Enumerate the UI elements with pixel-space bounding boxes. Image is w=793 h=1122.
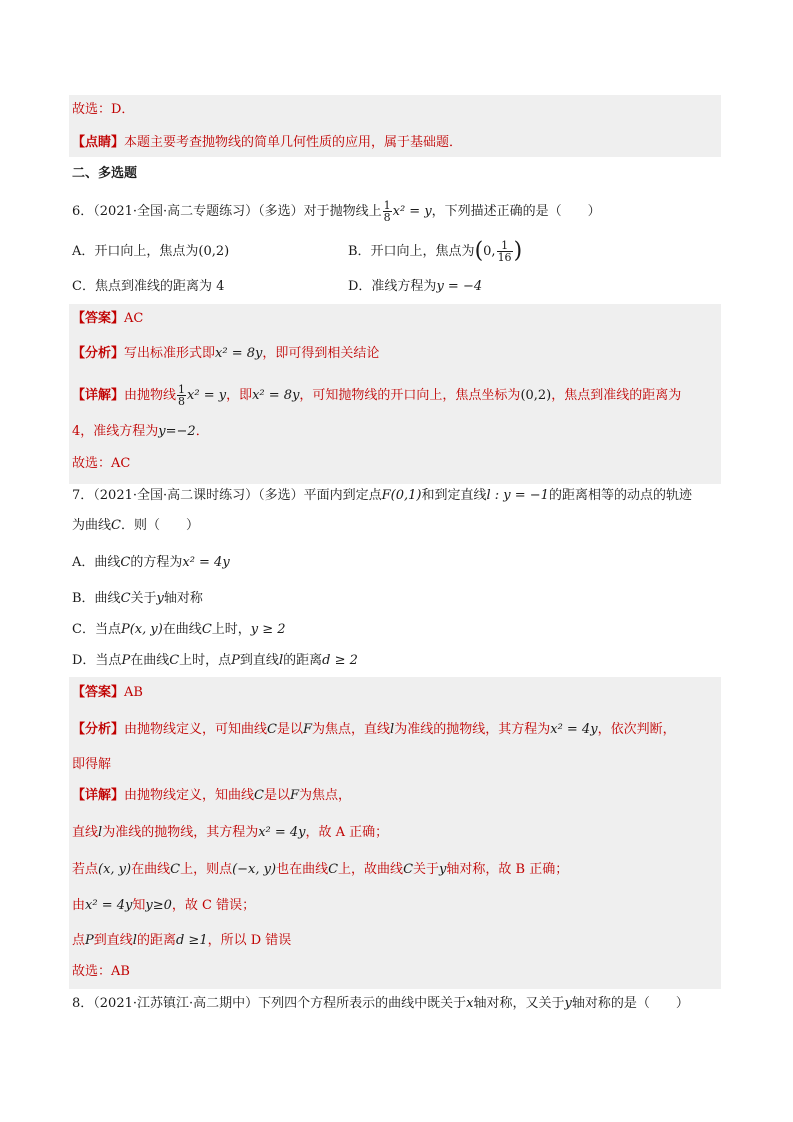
d3-c1: C [170, 862, 181, 877]
d3-g: 轴对称，故 B 正确； [446, 862, 569, 877]
option-a-math: x² = 4y [182, 555, 230, 570]
detail-line2-a: 4，准线方程为 [72, 424, 159, 439]
analysis-math: x² = 8y [215, 346, 263, 361]
detail-tag: 【详解】 [72, 388, 125, 403]
option-d-text-n: 到直线 [239, 653, 279, 668]
q7-choice: 故选：AB [72, 964, 130, 979]
d4-a: 由 [72, 898, 86, 913]
d2-l: l [98, 825, 103, 840]
analysis-text-d: 为焦点，直线 [312, 722, 391, 737]
paren-left: ( [474, 238, 484, 264]
option-b-tail: 轴对称 [163, 591, 203, 606]
analysis-tag: 【分析】 [72, 722, 125, 737]
d3-math2: (−x, y) [232, 862, 277, 877]
option-a-c: C [120, 555, 131, 570]
q8-stem-a: 8．（2021·江苏镇江·高二期中）下列四个方程所表示的曲线中既关于 [72, 996, 467, 1011]
q6-option-b-fraction [497, 240, 513, 263]
d2-b: 为准线的抛物线，其方程为 [102, 825, 259, 840]
q7-detail-line3 [72, 860, 568, 880]
detail-text-d: ，焦点到准线的距离为 [551, 388, 682, 403]
q8-stem [72, 994, 689, 1014]
d5-a: 点 [72, 933, 86, 948]
d2-c: ，故 A 正确； [305, 825, 389, 840]
q7-answer [72, 683, 143, 703]
q6-option-c: C．焦点到准线的距离为 4 [72, 279, 225, 294]
option-b-y: y [156, 591, 164, 606]
d3-e: 上，故曲线 [338, 862, 404, 877]
d5-math: d ≥1 [175, 933, 208, 948]
option-c-math: P(x, y) [120, 622, 163, 637]
option-d-c: C [169, 653, 180, 668]
option-c-tail: 上时， [211, 622, 251, 637]
q7-stem-math2: l : y = −1 [486, 488, 549, 503]
detail-text-a: 由抛物线 [124, 388, 177, 403]
q6-stem-b: ，下列描述正确的是（ ） [431, 204, 601, 219]
option-d-math: d ≥ 2 [322, 653, 358, 668]
d3-c: 上，则点 [180, 862, 233, 877]
detail-c: C [254, 788, 264, 803]
d4-c: ，故 C 错误； [171, 898, 256, 913]
q6-stem-eq: x² = y [392, 204, 432, 219]
d4-math: x² = 4y [85, 898, 133, 913]
detail-f: F [290, 788, 300, 803]
q6-option-b: B．开口向上，焦点为(0, $\frac{1}{16}$ ) [348, 238, 523, 264]
answer-tag: 【答案】 [72, 685, 125, 700]
option-c-math2: y ≥ 2 [250, 622, 286, 637]
d3-b: 在曲线 [131, 862, 171, 877]
q6-detail [72, 384, 681, 407]
option-b-text-b: 关于 [130, 591, 157, 606]
analysis-text-a: 由抛物线定义，可知曲线 [124, 722, 268, 737]
q6-fraction [383, 200, 392, 223]
comment-tag: 【点睛】 [72, 135, 125, 150]
answer-tag: 【答案】 [72, 311, 125, 326]
q8-stem-b: 轴对称，又关于 [473, 996, 565, 1011]
q7-stem-a: 7．（2021·全国·高二课时练习）（多选）平面内到定点 [72, 488, 382, 503]
q7-detail-line2 [72, 823, 388, 843]
analysis-text-b: 是以 [276, 722, 303, 737]
q6-detail-fraction [177, 384, 186, 407]
q7-option-d [72, 651, 358, 671]
q6-answer [72, 309, 143, 329]
analysis-c: C [267, 722, 277, 737]
d5-b: 到直线 [93, 933, 133, 948]
q5-comment [72, 133, 462, 153]
d4-math2: y≥0 [145, 898, 172, 913]
d5-c: 的距离 [136, 933, 176, 948]
q7-option-b [72, 589, 203, 609]
detail-text-e: 为焦点， [299, 788, 352, 803]
d3-d: 也在曲线 [276, 862, 329, 877]
q8-stem-c: 轴对称的是（ ） [571, 996, 689, 1011]
q7-stem-line2-c: C [111, 518, 121, 533]
d5-p: P [85, 933, 94, 948]
q6-detail-line2 [72, 422, 209, 442]
paren-right: ) [513, 238, 523, 264]
option-a-math: (0,2) [198, 244, 230, 259]
option-d-tail: 的距离 [283, 653, 323, 668]
d3-c3: C [403, 862, 414, 877]
q6-option-d [348, 277, 482, 297]
d3-y: y [439, 862, 447, 877]
option-d-p2: P [231, 653, 240, 668]
option-d-l: l [278, 653, 284, 668]
analysis-f: F [303, 722, 313, 737]
option-a-text: A．开口向上，焦点为 [72, 244, 199, 259]
analysis-text-f: ，依次判断， [597, 722, 676, 737]
d2-a: 直线 [72, 825, 99, 840]
comment-text: 本题主要考查抛物线的简单几何性质的应用，属于基础题． [124, 135, 463, 150]
q8-stem-x: x [466, 996, 474, 1011]
option-d-text: D．当点 [72, 653, 122, 668]
q6-choice: 故选：AC [72, 456, 131, 471]
analysis-math: x² = 4y [550, 722, 598, 737]
q7-detail-line5 [72, 931, 291, 951]
section-heading: 二、多选题 [72, 166, 138, 181]
analysis-text-a: 写出标准形式即 [124, 346, 216, 361]
detail-text-b: 是以 [263, 788, 290, 803]
q8-stem-y: y [564, 996, 572, 1011]
d3-math1: (x, y) [98, 862, 132, 877]
q7-stem-b: 和到定直线 [421, 488, 487, 503]
option-b-text: B．开口向上，焦点为 [348, 244, 475, 259]
q7-stem-line2-a: 为曲线 [72, 518, 112, 533]
d4-b: 知 [132, 898, 146, 913]
option-c-text: C．当点 [72, 622, 121, 637]
option-a-text-b: 的方程为 [130, 555, 183, 570]
option-d-p: P [121, 653, 131, 668]
detail-text-c: ，可知抛物线的开口向上，焦点坐标为 [299, 388, 521, 403]
d5-l: l [132, 933, 137, 948]
d3-f: 关于 [413, 862, 440, 877]
detail-math-2: x² = 8y [252, 388, 300, 403]
detail-math-3: (0,2) [520, 388, 552, 403]
analysis-text-b: ，即可得到相关结论 [262, 346, 380, 361]
q6-analysis [72, 344, 379, 364]
analysis-text-e: 为准线的抛物线，其方程为 [394, 722, 551, 737]
q7-stem-math1: F(0,1) [381, 488, 422, 503]
q7-stem-c: 的距离相等的动点的轨迹 [548, 488, 692, 503]
q7-stem [72, 486, 692, 506]
detail-line2-math: y=−2 [158, 424, 196, 439]
frac-numerator: 1 [383, 199, 391, 212]
option-c-c: C [201, 622, 212, 637]
d3-a: 若点 [72, 862, 99, 877]
d2-math: x² = 4y [258, 825, 306, 840]
answer-value: AB [124, 685, 143, 700]
q7-option-c [72, 620, 286, 640]
option-d-math: y = −4 [436, 279, 483, 294]
detail-text-b: ，即 [226, 388, 253, 403]
q7-analysis [72, 720, 676, 740]
q5-choice: 故选：D． [72, 102, 135, 117]
q7-detail-line4 [72, 896, 255, 916]
option-b-c: C [120, 591, 131, 606]
frac-denominator: 8 [178, 395, 186, 408]
d3-c2: C [328, 862, 339, 877]
q7-option-a [72, 553, 230, 573]
detail-eq: x² = y [187, 388, 227, 403]
detail-tag: 【详解】 [72, 788, 125, 803]
option-d-text-b: 在曲线 [130, 653, 170, 668]
d5-d: ，所以 D 错误 [207, 933, 292, 948]
frac-denominator: 16 [497, 251, 512, 264]
frac-denominator: 8 [383, 211, 391, 224]
option-a-text: A．曲线 [72, 555, 121, 570]
option-c-text-b: 在曲线 [162, 622, 202, 637]
analysis-l: l [390, 722, 395, 737]
detail-text-a: 由抛物线定义，知曲线 [124, 788, 255, 803]
q7-detail [72, 786, 351, 806]
frac-numerator: 1 [178, 383, 186, 396]
option-b-text: B．曲线 [72, 591, 121, 606]
q6-stem [72, 200, 601, 223]
q7-stem-line2-b: ．则（ ） [120, 518, 199, 533]
detail-line2-b: ． [195, 424, 209, 439]
q6-option-a [72, 242, 229, 262]
answer-value: AC [124, 311, 144, 326]
analysis-tag: 【分析】 [72, 346, 125, 361]
q6-stem-a: 6．（2021·全国·高二专题练习）（多选）对于抛物线上 [72, 204, 382, 219]
option-d-text: D．准线方程为 [348, 279, 437, 294]
frac-numerator: 1 [497, 240, 513, 252]
q7-stem-line2 [72, 516, 199, 536]
option-d-text-m: 上时，点 [179, 653, 232, 668]
q7-analysis-line2: 即得解 [72, 757, 112, 772]
